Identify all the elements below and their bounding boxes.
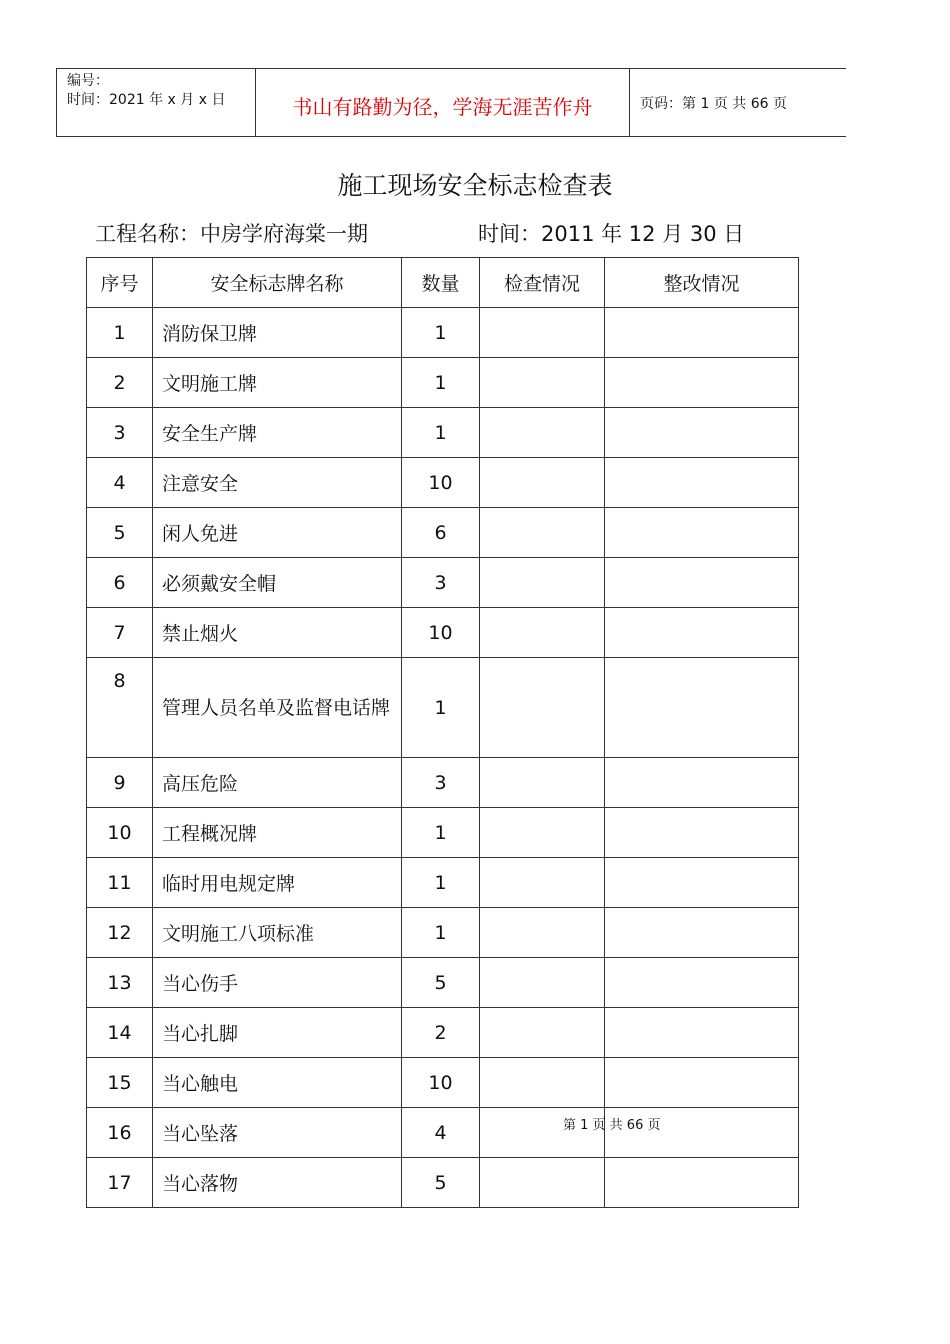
project-name: 工程名称：中房学府海棠一期: [95, 222, 368, 246]
row-no-cell: 5: [87, 508, 153, 558]
row-check-cell: [480, 558, 605, 608]
row-fix-cell: [605, 958, 799, 1008]
row-qty-cell: 10: [402, 608, 480, 658]
row-qty-cell: 10: [402, 458, 480, 508]
row-no-cell: 3: [87, 408, 153, 458]
table-row: [87, 1108, 799, 1158]
row-check-cell: [480, 508, 605, 558]
header-cell-name: 安全标志牌名称: [153, 258, 402, 308]
row-name-cell: 闲人免进: [153, 508, 402, 558]
row-name-cell: 文明施工牌: [153, 358, 402, 408]
number-label: 编号：: [67, 73, 109, 89]
header-cell-qty: 数量: [402, 258, 480, 308]
table-row: [87, 408, 799, 458]
table-row: [87, 958, 799, 1008]
row-fix-cell: [605, 508, 799, 558]
header-cell-check: 检查情况: [480, 258, 605, 308]
table-row: [87, 1008, 799, 1058]
table-row: [87, 558, 799, 608]
row-qty-cell: 1: [402, 358, 480, 408]
row-name-cell: 禁止烟火: [153, 608, 402, 658]
row-no-cell: 7: [87, 608, 153, 658]
row-check-cell: [480, 658, 605, 758]
header-page-cell: [630, 69, 846, 136]
row-name-cell: 当心坠落: [153, 1108, 402, 1158]
row-fix-cell: [605, 658, 799, 758]
row-fix-cell: [605, 358, 799, 408]
page-footer: 第 1 页 共 66 页: [563, 1118, 661, 1133]
row-name-cell: 高压危险: [153, 758, 402, 808]
row-qty-cell: 1: [402, 858, 480, 908]
row-qty-cell: 1: [402, 808, 480, 858]
row-fix-cell: [605, 1008, 799, 1058]
row-no-cell: 4: [87, 458, 153, 508]
row-qty-cell: 5: [402, 958, 480, 1008]
table-row: [87, 908, 799, 958]
row-check-cell: [480, 908, 605, 958]
header-box: [56, 68, 846, 137]
table-row: [87, 858, 799, 908]
row-no-cell: 2: [87, 358, 153, 408]
row-name-cell: 当心落物: [153, 1158, 402, 1208]
row-qty-cell: 5: [402, 1158, 480, 1208]
table-row: [87, 508, 799, 558]
row-qty-cell: 6: [402, 508, 480, 558]
row-name-cell: 临时用电规定牌: [153, 858, 402, 908]
row-qty-cell: 1: [402, 908, 480, 958]
inspection-date: 时间：2011 年 12 月 30 日: [478, 222, 745, 246]
header-motto-cell: [256, 69, 630, 136]
header-meta-cell: [56, 69, 256, 136]
row-no-cell: 9: [87, 758, 153, 808]
row-no-cell: 12: [87, 908, 153, 958]
row-no-cell: 13: [87, 958, 153, 1008]
row-fix-cell: [605, 308, 799, 358]
table-row: [87, 808, 799, 858]
row-check-cell: [480, 408, 605, 458]
document-title: 施工现场安全标志检查表: [337, 171, 613, 200]
row-no-cell: 17: [87, 1158, 153, 1208]
header-cell-no: 序号: [87, 258, 153, 308]
row-fix-cell: [605, 758, 799, 808]
row-check-cell: [480, 608, 605, 658]
row-no-cell: 10: [87, 808, 153, 858]
row-qty-cell: 1: [402, 308, 480, 358]
row-check-cell: [480, 458, 605, 508]
inspection-table: [86, 257, 799, 1208]
row-no-cell: 6: [87, 558, 153, 608]
row-check-cell: [480, 758, 605, 808]
row-no-cell: 11: [87, 858, 153, 908]
row-qty-cell: 1: [402, 408, 480, 458]
header-cell-fix: 整改情况: [605, 258, 799, 308]
row-check-cell: [480, 858, 605, 908]
row-fix-cell: [605, 408, 799, 458]
row-fix-cell: [605, 1158, 799, 1208]
table-row: [87, 458, 799, 508]
row-name-cell: 当心触电: [153, 1058, 402, 1108]
row-name-cell: 注意安全: [153, 458, 402, 508]
row-fix-cell: [605, 908, 799, 958]
table-row: [87, 358, 799, 408]
row-fix-cell: [605, 558, 799, 608]
row-qty-cell: 3: [402, 558, 480, 608]
row-qty-cell: 4: [402, 1108, 480, 1158]
row-check-cell: [480, 958, 605, 1008]
table-row: [87, 308, 799, 358]
row-qty-cell: 2: [402, 1008, 480, 1058]
row-qty-cell: 1: [402, 658, 480, 758]
row-name-cell: 必须戴安全帽: [153, 558, 402, 608]
page-info: 页码：第 1 页 共 66 页: [640, 96, 787, 112]
motto-text: 书山有路勤为径，学海无涯苦作舟: [292, 95, 593, 119]
row-check-cell: [480, 1158, 605, 1208]
row-check-cell: [480, 358, 605, 408]
row-qty-cell: 3: [402, 758, 480, 808]
row-fix-cell: [605, 858, 799, 908]
time-label: 时间：2021 年 x 月 x 日: [67, 92, 226, 108]
row-no-cell: 14: [87, 1008, 153, 1058]
row-no-cell: 8: [87, 658, 153, 758]
row-fix-cell: [605, 1058, 799, 1108]
row-fix-cell: [605, 458, 799, 508]
row-check-cell: [480, 1008, 605, 1058]
row-fix-cell: [605, 808, 799, 858]
row-name-cell: 管理人员名单及监督电话牌: [153, 658, 402, 758]
row-name-cell: 工程概况牌: [153, 808, 402, 858]
row-check-cell: [480, 808, 605, 858]
row-name-cell: 消防保卫牌: [153, 308, 402, 358]
table-row: [87, 658, 799, 758]
row-name-cell: 文明施工八项标准: [153, 908, 402, 958]
table-row: [87, 608, 799, 658]
row-name-cell: 当心伤手: [153, 958, 402, 1008]
row-qty-cell: 10: [402, 1058, 480, 1108]
row-name-cell: 当心扎脚: [153, 1008, 402, 1058]
row-no-cell: 1: [87, 308, 153, 358]
table-row: [87, 1158, 799, 1208]
row-name-cell: 安全生产牌: [153, 408, 402, 458]
row-no-cell: 16: [87, 1108, 153, 1158]
row-fix-cell: [605, 608, 799, 658]
row-check-cell: [480, 308, 605, 358]
row-check-cell: [480, 1058, 605, 1108]
table-row: [87, 758, 799, 808]
table-row: [87, 1058, 799, 1108]
row-no-cell: 15: [87, 1058, 153, 1108]
table-header-row: [87, 258, 799, 308]
